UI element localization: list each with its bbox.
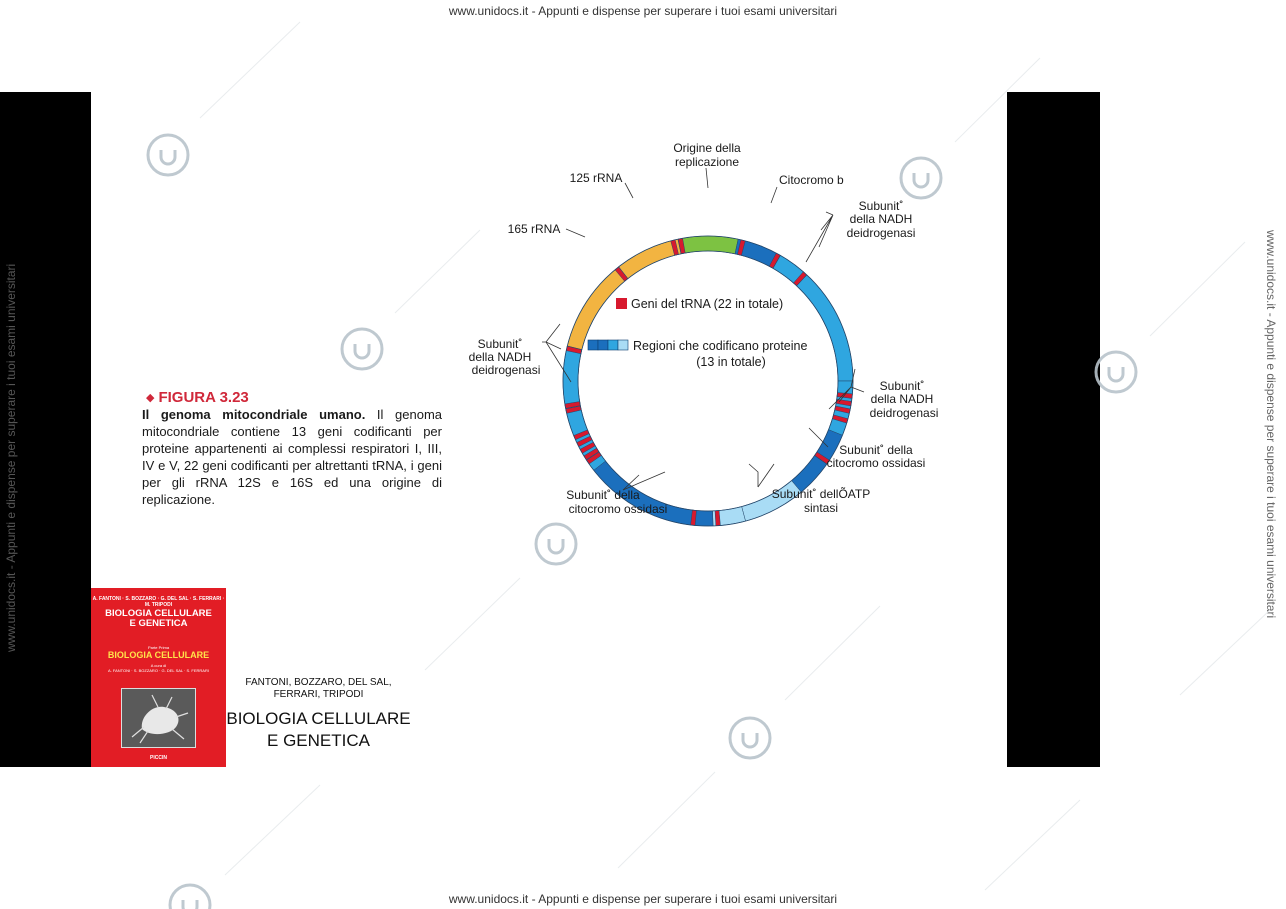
unidocs-logo-icon <box>170 885 210 909</box>
label-cox-right-line1: Subunit˚ della <box>839 443 913 457</box>
book-title: BIOLOGIA CELLULARE E GENETICA <box>226 709 411 750</box>
label-atp-line1: Subunit˚ dellÕATP <box>771 487 871 501</box>
book-cover-publisher: PICCIN <box>150 755 167 761</box>
unidocs-logo-icon <box>1096 352 1136 392</box>
unidocs-logo-icon <box>536 524 576 564</box>
label-nadh-left-line3: deidrogenasi <box>471 363 541 377</box>
label-nadh-left-line1: Subunit˚ <box>477 337 523 351</box>
label-cytochrome-b: Citocromo b <box>779 173 844 187</box>
diamond-icon: ◆ <box>146 392 155 404</box>
right-side-watermark: www.unidocs.it - Appunti e dispense per superare i tuoi esami universitari <box>1264 230 1278 619</box>
unidocs-logo-icon <box>901 158 941 198</box>
unidocs-logo-icon <box>342 329 382 369</box>
caption-bold: Il genoma mitocondriale umano. <box>142 407 366 422</box>
label-cox-left-line2: citocromo ossidasi <box>568 502 668 516</box>
label-12s-rrna: 125 rRNA <box>569 171 623 185</box>
label-nadh-left-line2: della NADH <box>468 350 532 364</box>
label-nadh-right1-line2: della NADH <box>849 212 913 226</box>
label-origin-line2: replicazione <box>674 155 740 169</box>
unidocs-logo-icon <box>730 718 770 758</box>
watermark-top: www.unidocs.it - Appunti e dispense per superare i tuoi esami universitari <box>448 4 838 18</box>
label-nadh-right2-line1: Subunit˚ <box>879 379 925 393</box>
book-cover-title: BIOLOGIA CELLULARE E GENETICA <box>105 608 212 629</box>
figure-title: ◆ FIGURA 3.23 <box>146 389 249 406</box>
label-nadh-right2-line3: deidrogenasi <box>869 406 939 420</box>
legend-protein-label-line2: (13 in totale) <box>696 355 766 369</box>
book-cover-subtitle: BIOLOGIA CELLULARE <box>107 650 210 660</box>
watermark-bottom: www.unidocs.it - Appunti e dispense per superare i tuoi esami universitari <box>448 892 838 906</box>
unidocs-logo-icon <box>148 135 188 175</box>
label-16s-rrna: 165 rRNA <box>507 222 561 236</box>
caption-text: Il genoma mitocondriale contiene 13 geni codificanti per proteine appartenenti ai complessi respiratori I, III, IV e V, 22 geni codificanti per altrettanti tRNA, i geni per gli rRNA 12S e 16S ed una origine di replicazione. <box>142 407 442 507</box>
label-nadh-right1-line1: Subunit˚ <box>858 199 904 213</box>
legend-trna-label: Geni del tRNA (22 in totale) <box>631 297 784 311</box>
book-authors: FANTONI, BOZZARO, DEL SAL, FERRARI, TRIPODI <box>245 677 392 700</box>
label-nadh-right1-line3: deidrogenasi <box>846 226 916 240</box>
book-cover-part: Parte Prima <box>147 645 170 650</box>
label-nadh-right2-line2: della NADH <box>870 392 934 406</box>
label-cox-right-line2: citocromo ossidasi <box>826 456 926 470</box>
label-origin-line1: Origine della <box>673 141 741 155</box>
left-side-watermark: www.unidocs.it - Appunti e dispense per superare i tuoi esami universitari <box>4 263 18 652</box>
label-atp-line2: sintasi <box>803 501 839 515</box>
book-cover-authors: A. FANTONI · S. BOZZARO · G. DEL SAL · S. FERRARI · M. TRIPODI <box>92 596 225 608</box>
label-cox-left-line1: Subunit˚ della <box>566 488 640 502</box>
book-cover-subauthors: A cura di A. FANTONI · S. BOZZARO · G. DEL SAL · S. FERRARI <box>108 663 209 673</box>
legend-protein-label-line1: Regioni che codificano proteine <box>633 339 808 353</box>
